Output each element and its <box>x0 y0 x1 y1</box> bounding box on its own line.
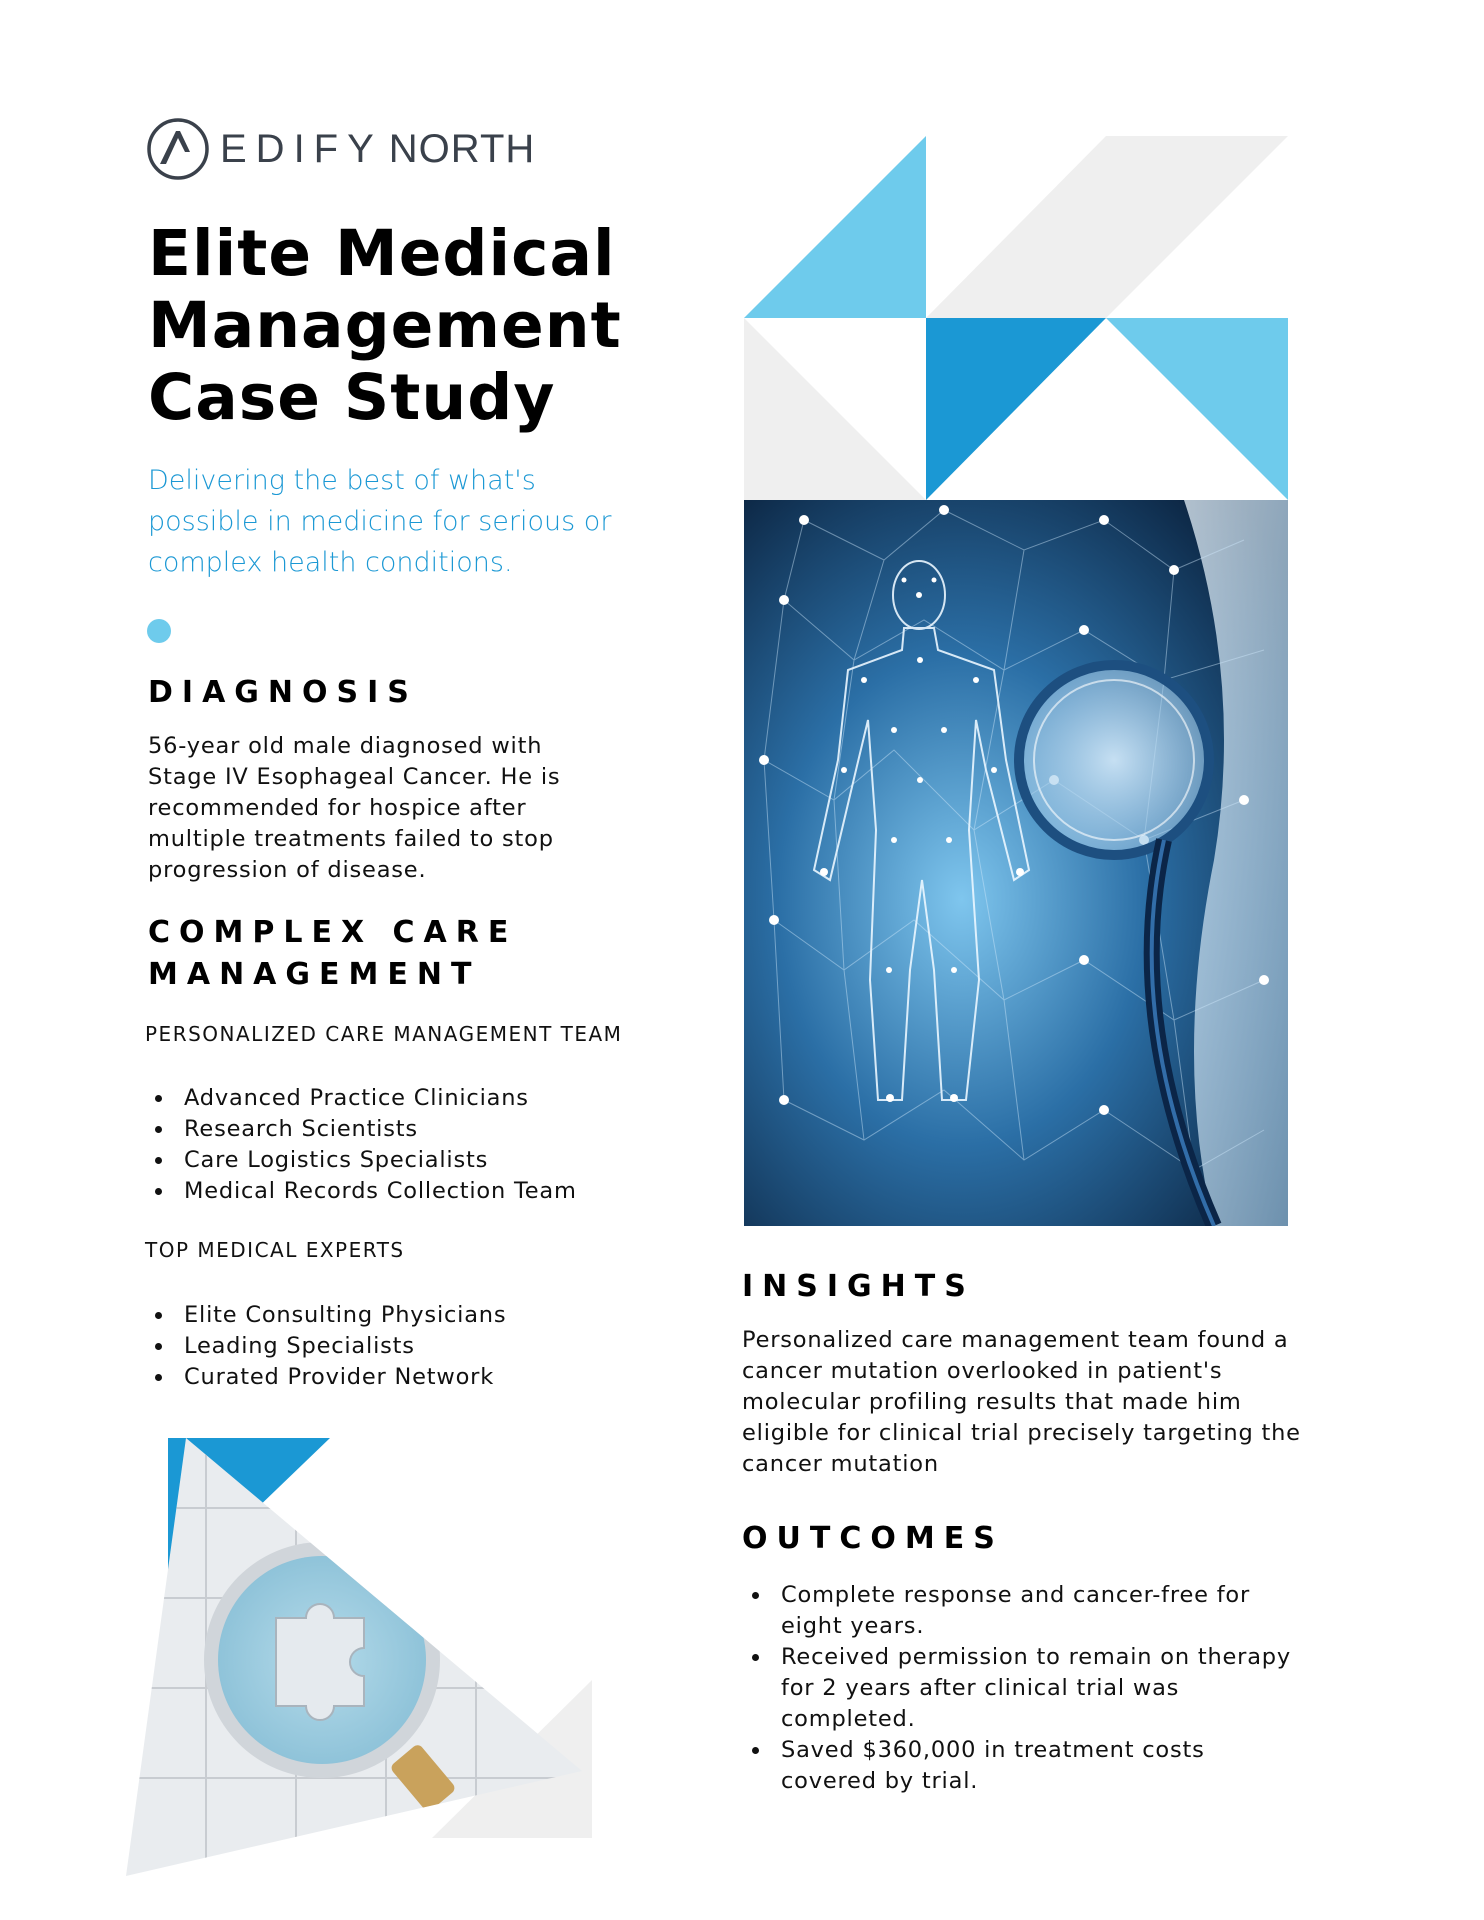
insights-text: Personalized care management team found a cancer mutation overlooked in patient's molecular profiling results that made him eligible for clinical trial precisely targeting the cancer mutation <box>742 1327 1301 1477</box>
page-subtitle: Delivering the best of what's possible in medicine for serious or complex health conditions. <box>148 465 612 578</box>
complex-care-heading: COMPLEX CARE MANAGEMENT <box>148 915 518 992</box>
puzzle-magnifier-image <box>126 1428 596 1876</box>
outcomes-heading: OUTCOMES <box>742 1521 1004 1556</box>
brand-logo <box>146 116 535 182</box>
medical-body-scan-image <box>744 500 1288 1226</box>
team-list <box>146 1083 666 1207</box>
diagnosis-text: 56-year old male diagnosed with Stage IV Esophageal Cancer. He is recommended for hospice after multiple treatments failed to stop progression of disease. <box>148 733 561 883</box>
logo-mark-icon <box>146 117 210 181</box>
brand-name-north: NORTH <box>388 126 536 171</box>
list-item: Received permission to remain on therapy for 2 years after clinical trial was completed. <box>743 1642 1303 1735</box>
experts-list <box>146 1300 666 1393</box>
list-item: Advanced Practice Clinicians <box>146 1083 666 1114</box>
list-item: Complete response and cancer-free for eight years. <box>743 1580 1303 1642</box>
list-item: Curated Provider Network <box>146 1362 666 1393</box>
page-title: Elite Medical Management Case Study <box>148 217 622 434</box>
list-item: Medical Records Collection Team <box>146 1176 666 1207</box>
experts-label: TOP MEDICAL EXPERTS <box>145 1238 405 1262</box>
list-item: Research Scientists <box>146 1114 666 1145</box>
insights-heading: INSIGHTS <box>742 1269 975 1304</box>
brand-name-edify: EDIFY <box>220 126 383 171</box>
outcomes-list <box>743 1580 1303 1797</box>
geometric-pattern-top <box>744 136 1288 500</box>
list-item: Elite Consulting Physicians <box>146 1300 666 1331</box>
list-item: Leading Specialists <box>146 1331 666 1362</box>
decorative-dot <box>147 619 171 643</box>
team-label: PERSONALIZED CARE MANAGEMENT TEAM <box>145 1022 623 1046</box>
diagnosis-heading: DIAGNOSIS <box>148 675 418 710</box>
list-item: Care Logistics Specialists <box>146 1145 666 1176</box>
list-item: Saved $360,000 in treatment costs covered by trial. <box>743 1735 1303 1797</box>
